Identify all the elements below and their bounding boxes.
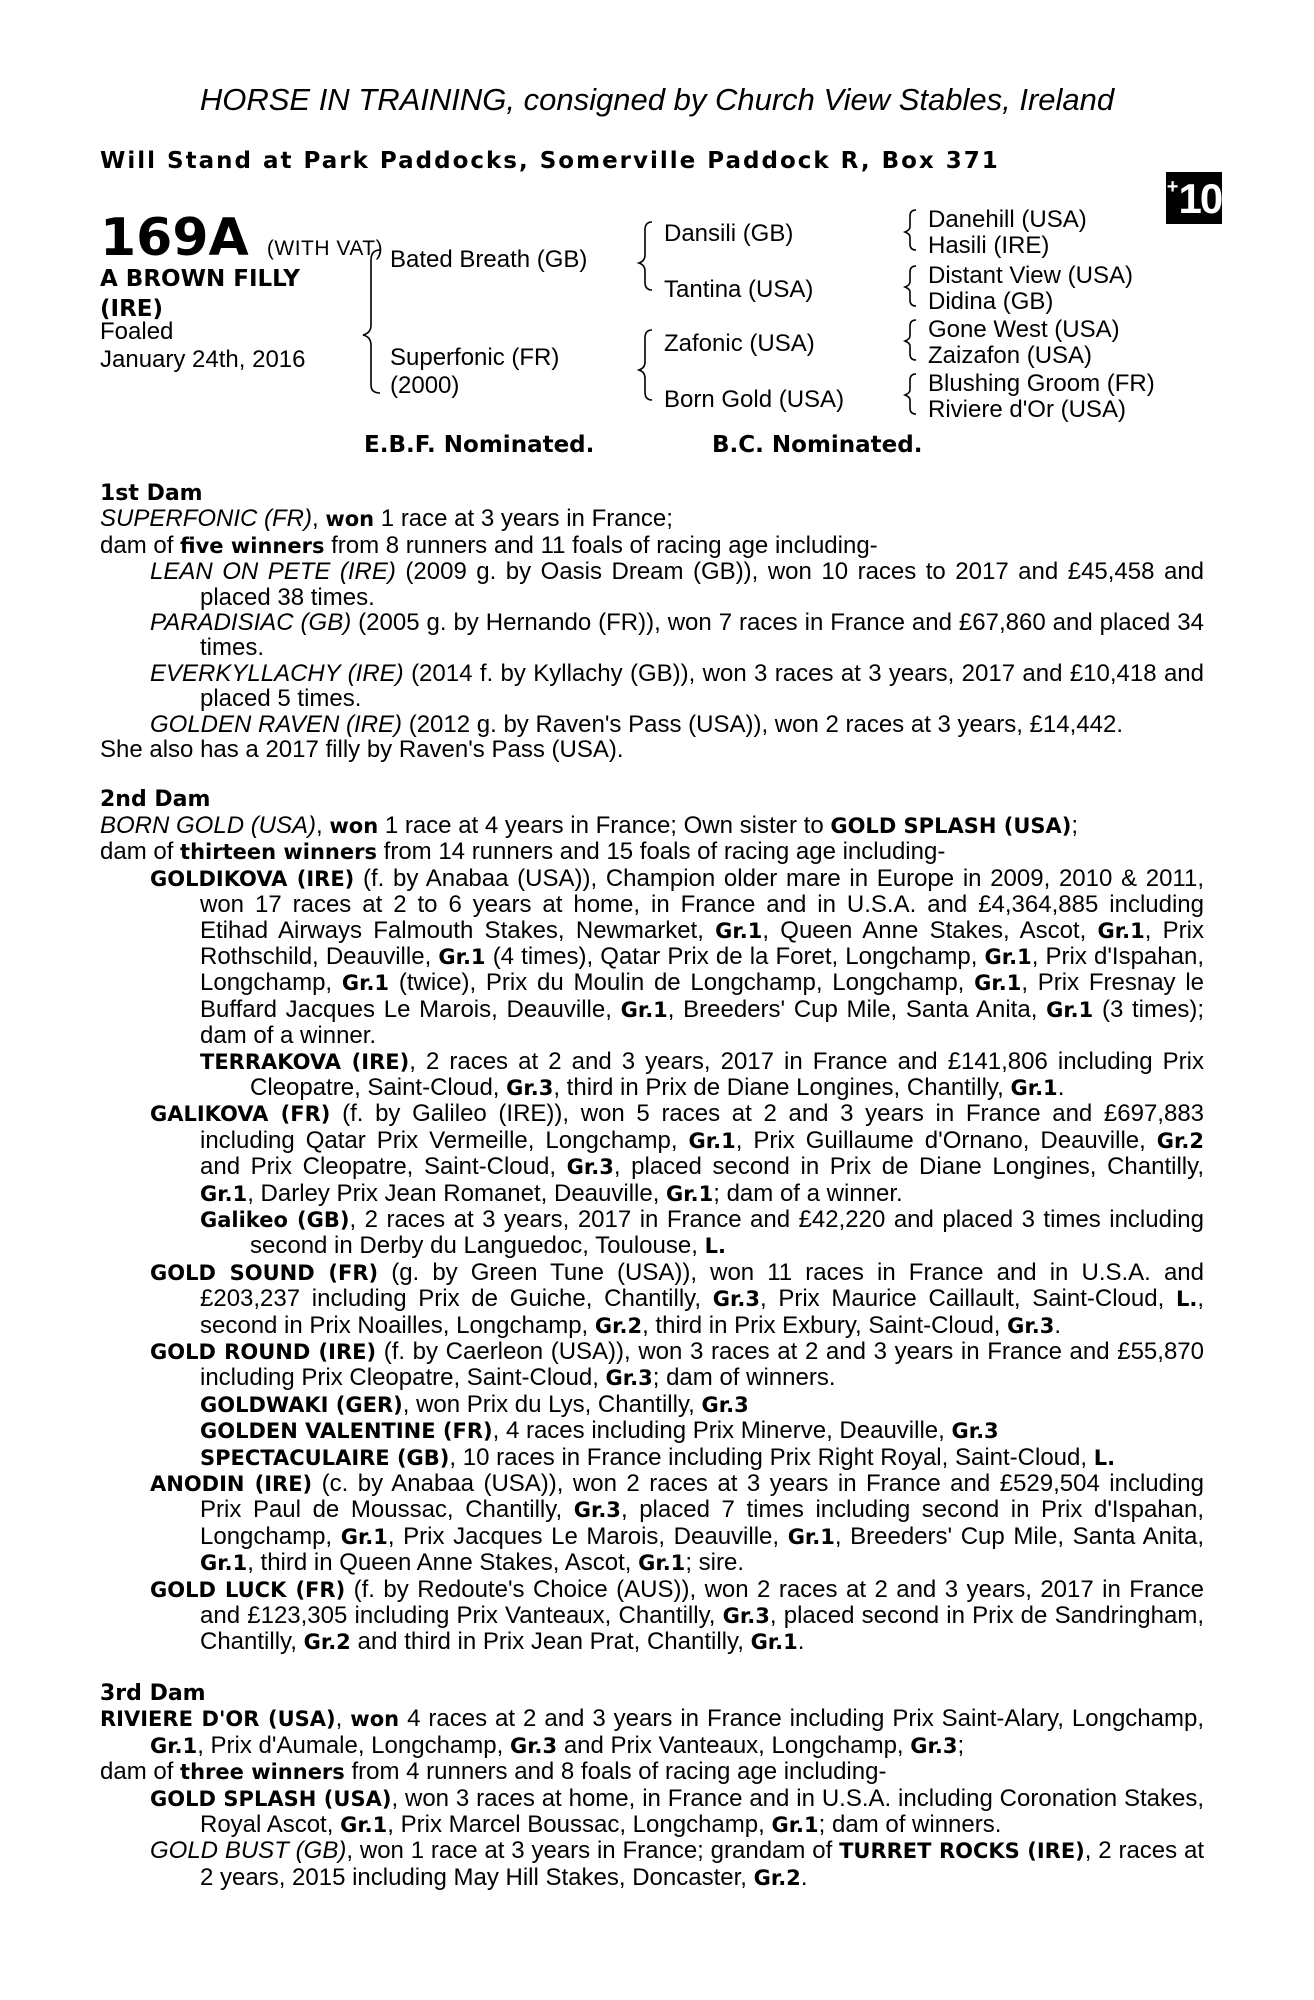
pedigree-sss: Danehill (USA) bbox=[928, 206, 1087, 233]
horse-anodin: ANODIN (IRE) bbox=[150, 1472, 313, 1497]
grade: Gr.1 bbox=[984, 944, 1032, 969]
pedigree-sire: Bated Breath (GB) bbox=[390, 246, 588, 273]
produce-details: (2009 g. by Oasis Dream (GB)), won 10 races to 2017 and £45,458 and placed 38 times. bbox=[200, 558, 1205, 611]
text: ; sire. bbox=[685, 1549, 744, 1577]
third-dam-won: won bbox=[350, 1707, 400, 1732]
horse-galikeo: Galikeo (GB) bbox=[200, 1207, 350, 1232]
text: (4 times), Qatar Prix de la Foret, Longchamp, bbox=[492, 942, 978, 970]
text: , Queen Anne Stakes, Ascot, bbox=[762, 916, 1087, 944]
text: . bbox=[1054, 1311, 1061, 1339]
produce-entry bbox=[100, 1838, 1204, 1891]
text: ; bbox=[957, 1731, 965, 1759]
pedigree-sdd: Didina (GB) bbox=[928, 288, 1054, 315]
first-dam-record-text: 1 race at 3 years in France; bbox=[380, 505, 673, 533]
brace-sire-dam bbox=[363, 250, 380, 393]
grade: Gr.1 bbox=[715, 918, 763, 943]
grade: Gr.1 bbox=[200, 1181, 248, 1206]
horse-goldikova: GOLDIKOVA (IRE) bbox=[150, 866, 355, 891]
foaled-date: January 24th, 2016 bbox=[100, 346, 306, 373]
second-dam-record-text: 1 race at 4 years in France; Own sister to bbox=[384, 811, 824, 839]
grade: Gr.1 bbox=[750, 1630, 798, 1655]
pedigree-sds: Distant View (USA) bbox=[928, 262, 1133, 289]
lot-description: A BROWN FILLY (IRE) bbox=[100, 266, 300, 322]
produce-entry bbox=[100, 1445, 1204, 1471]
text: (f. by Galileo (IRE)), won 5 races at 2 and 3 years in France and £697,883 including Qatar Prix Vermeille, Longchamp, bbox=[200, 1100, 1205, 1154]
second-dam-won: won bbox=[329, 813, 379, 838]
grade: Gr.3 bbox=[605, 1366, 653, 1391]
horse-golden-valentine: GOLDEN VALENTINE (FR) bbox=[200, 1419, 493, 1444]
brace-sd bbox=[905, 266, 916, 306]
pedigree-dd: Born Gold (USA) bbox=[664, 386, 845, 413]
pedigree-ssd: Hasili (IRE) bbox=[928, 232, 1050, 259]
punctuation: ; bbox=[1071, 811, 1079, 839]
grade: L. bbox=[1176, 1287, 1198, 1312]
produce-details: (2012 g. by Raven's Pass (USA)), won 2 races at 3 years, £14,442. bbox=[408, 710, 1123, 738]
grade: Gr.3 bbox=[951, 1419, 999, 1444]
produce-entry bbox=[100, 661, 1204, 712]
dam-of-label: dam of bbox=[100, 1758, 174, 1786]
horse-gold-sound: GOLD SOUND (FR) bbox=[150, 1260, 379, 1285]
grade: L. bbox=[704, 1234, 726, 1259]
horse-gold-luck: GOLD LUCK (FR) bbox=[150, 1577, 346, 1602]
ebf-nomination: E.B.F. Nominated. bbox=[364, 432, 595, 458]
produce-entry bbox=[100, 1049, 1204, 1102]
grade: Gr.1 bbox=[200, 1551, 248, 1576]
text: , Darley Prix Jean Romanet, Deauville, bbox=[247, 1179, 660, 1207]
dam-of-label: dam of bbox=[100, 531, 174, 559]
grade: Gr.2 bbox=[1156, 1128, 1204, 1153]
text: (3 times); dam of a winner. bbox=[200, 995, 1205, 1050]
horse-everkyllachy: EVERKYLLACHY (IRE) bbox=[150, 659, 404, 687]
grade: Gr.3 bbox=[566, 1155, 614, 1180]
grade: Gr.1 bbox=[620, 997, 668, 1022]
horse-gold-bust: GOLD BUST (GB) bbox=[150, 1837, 347, 1865]
second-dam-runners: from 14 runners and 15 foals of racing age including- bbox=[383, 838, 946, 866]
pedigree-ss: Dansili (GB) bbox=[664, 220, 794, 247]
text: , third in Prix de Diane Longines, Chantilly, bbox=[553, 1073, 1004, 1101]
produce-entry bbox=[100, 610, 1204, 661]
pedigree-dam: Superfonic (FR) bbox=[390, 344, 560, 371]
grade: Gr.2 bbox=[594, 1313, 643, 1338]
text: and third in Prix Jean Prat, Chantilly, bbox=[357, 1628, 744, 1656]
grade: Gr.3 bbox=[506, 1075, 554, 1100]
text: , third in Queen Anne Stakes, Ascot, bbox=[247, 1549, 632, 1577]
pedigree-dsd: Zaizafon (USA) bbox=[928, 342, 1093, 369]
brace-ss bbox=[905, 210, 916, 250]
text: . bbox=[797, 1628, 805, 1656]
grade: Gr.1 bbox=[771, 1812, 819, 1837]
produce-entry bbox=[100, 712, 1204, 737]
grade: Gr.1 bbox=[974, 971, 1022, 996]
stand-location: Will Stand at Park Paddocks, Somerville Paddock R, Box 371 bbox=[100, 148, 1000, 174]
horse-terrakova: TERRAKOVA (IRE) bbox=[200, 1049, 410, 1074]
horse-galikova: GALIKOVA (FR) bbox=[150, 1102, 331, 1127]
text: , won 3 races at home, in France and in U.S.A. including Coronation Stakes, Royal Ascot, bbox=[200, 1784, 1205, 1838]
brace-sire bbox=[639, 222, 652, 290]
lot-number-value: 169A bbox=[100, 208, 249, 268]
grade: Gr.2 bbox=[753, 1865, 801, 1890]
first-dam-name: SUPERFONIC (FR) bbox=[100, 505, 312, 533]
grade: Gr.1 bbox=[341, 971, 390, 996]
text: ; dam of a winner. bbox=[713, 1179, 903, 1207]
brace-dam bbox=[639, 330, 652, 400]
grade: Gr.1 bbox=[1097, 918, 1145, 943]
text: , 2 races at 3 years, 2017 in France and £42,220 and placed 3 times including second in Derby du Languedoc, Toulouse, bbox=[250, 1205, 1204, 1260]
text: , won Prix du Lys, Chantilly, bbox=[402, 1390, 695, 1418]
vat-note: (WITH VAT) bbox=[266, 237, 384, 260]
consignment-line: HORSE IN TRAINING, consigned by Church View Stables, Ireland bbox=[199, 82, 1115, 117]
second-dam-winners: thirteen winners bbox=[180, 840, 377, 865]
grade: Gr.3 bbox=[573, 1498, 621, 1523]
text: , placed 7 times including second in Prix d'Ispahan, Longchamp, bbox=[200, 1496, 1204, 1550]
second-dam-record: BORN GOLD (USA), won 1 race at 4 years in France; Own sister to GOLD SPLASH (USA); bbox=[100, 811, 1079, 839]
produce-entry bbox=[100, 1577, 1204, 1656]
text: , Prix Guillaume d'Ornano, Deauville, bbox=[735, 1126, 1146, 1154]
dam-of-label: dam of bbox=[100, 838, 174, 866]
bc-nomination: B.C. Nominated. bbox=[712, 432, 923, 458]
horse-spectaculaire: SPECTACULAIRE (GB) bbox=[200, 1445, 450, 1470]
grade: Gr.1 bbox=[340, 1524, 388, 1549]
grade: L. bbox=[1093, 1445, 1116, 1470]
horse-golden-raven: GOLDEN RAVEN (IRE) bbox=[150, 710, 403, 738]
first-dam-heading: 1st Dam bbox=[100, 481, 203, 506]
pedigree-ddd: Riviere d'Or (USA) bbox=[928, 396, 1126, 423]
grade: Gr.3 bbox=[509, 1733, 558, 1758]
text: , Prix d'Ispahan, Longchamp, bbox=[200, 942, 1204, 997]
grade: Gr.1 bbox=[787, 1524, 835, 1549]
text: (f. by Redoute's Choice (AUS)), won 2 races at 2 and 3 years, 2017 in France and £123,305 including Prix Vanteaux, Chantilly, bbox=[200, 1575, 1204, 1630]
horse-gold-round: GOLD ROUND (IRE) bbox=[150, 1340, 377, 1364]
first-dam-winners: five winners bbox=[180, 533, 325, 558]
grade: Gr.3 bbox=[701, 1392, 749, 1417]
grade: Gr.3 bbox=[1007, 1313, 1055, 1338]
text: ; dam of winners. bbox=[652, 1364, 836, 1392]
text: ; dam of winners. bbox=[818, 1810, 1002, 1838]
horse-gold-splash: GOLD SPLASH (USA) bbox=[150, 1786, 392, 1811]
foaled-label: Foaled bbox=[100, 318, 174, 345]
horse-goldwaki: GOLDWAKI (GER) bbox=[200, 1392, 403, 1417]
first-dam-record: SUPERFONIC (FR), won 1 race at 3 years in France; bbox=[100, 505, 673, 533]
text: (twice), Prix du Moulin de Longchamp, Longchamp, bbox=[398, 969, 965, 997]
text: , Prix Jacques Le Marois, Deauville, bbox=[387, 1522, 780, 1550]
pedigree-sd: Tantina (USA) bbox=[664, 276, 814, 303]
grade: Gr.1 bbox=[1046, 997, 1094, 1022]
produce-details: (2014 f. by Kyllachy (GB)), won 3 races at 3 years, 2017 and £10,418 and placed 5 times. bbox=[200, 659, 1204, 713]
text: , Prix d'Aumale, Longchamp, bbox=[197, 1731, 504, 1759]
horse-turret-rocks: TURRET ROCKS (IRE) bbox=[839, 1839, 1085, 1864]
first-dam-also: She also has a 2017 filly by Raven's Pass (USA). bbox=[100, 736, 624, 764]
text: , Prix Rothschild, Deauville, bbox=[200, 916, 1204, 970]
text: , Prix Marcel Boussac, Longchamp, bbox=[387, 1810, 765, 1838]
grade: Gr.1 bbox=[1010, 1075, 1058, 1100]
text: 4 races at 2 and 3 years in France including Prix Saint-Alary, Longchamp, bbox=[407, 1705, 1204, 1733]
text: , Prix Maurice Caillault, Saint-Cloud, bbox=[759, 1285, 1165, 1313]
text: , 10 races in France including Prix Right Royal, Saint-Cloud, bbox=[449, 1443, 1088, 1471]
catalogue-body bbox=[100, 481, 1204, 1891]
third-dam-record: RIVIERE D'OR (USA), won 4 races at 2 and 3 years in France including Prix Saint-Alary, Longchamp, Gr.1, Prix d'Aumale, Longchamp, Gr.3 and Prix Vanteaux, Longchamp, Gr.3; bbox=[100, 1705, 1204, 1759]
badge-plus: + bbox=[1166, 176, 1179, 198]
produce-entry bbox=[100, 1786, 1204, 1839]
pedigree-dam-year: (2000) bbox=[390, 372, 460, 399]
text: , second in Prix Noailles, Longchamp, bbox=[200, 1285, 1205, 1339]
horse-paradisiac: PARADISIAC (GB) bbox=[150, 609, 352, 637]
second-dam-produce-summary bbox=[100, 839, 1204, 865]
grade: Gr.3 bbox=[910, 1733, 958, 1758]
third-dam-runners: from 4 runners and 8 foals of racing age including- bbox=[351, 1758, 887, 1786]
text: (c. by Anabaa (USA)), won 2 races at 3 years in France and £529,504 including Prix Paul de Moussac, Chantilly, bbox=[200, 1470, 1205, 1524]
badge-number: 10 bbox=[1178, 175, 1222, 222]
text: , 2 races at 2 years, 2015 including May Hill Stakes, Doncaster, bbox=[200, 1837, 1204, 1891]
text: , Breeders' Cup Mile, Santa Anita, bbox=[834, 1522, 1205, 1550]
pedigree-dss: Gone West (USA) bbox=[928, 316, 1120, 343]
text: (f. by Caerleon (USA)), won 3 races at 2 and 3 years in France and £55,870 including Prix Cleopatre, Saint-Cloud, bbox=[200, 1338, 1204, 1392]
sister-gold-splash: GOLD SPLASH (USA) bbox=[830, 813, 1072, 838]
text: (f. by Anabaa (USA)), Champion older mare in Europe in 2009, 2010 & 2011, won 17 races at 2 to 6 years at home, in France and in U.S.A. and £4,364,885 including Etihad Airways Falmouth Stakes, Newmarket, bbox=[200, 864, 1205, 944]
third-dam-name: RIVIERE D'OR (USA) bbox=[100, 1707, 336, 1732]
grade: Gr.2 bbox=[303, 1630, 351, 1655]
horse-lean-on-pete: LEAN ON PETE (IRE) bbox=[150, 558, 396, 586]
third-dam-winners: three winners bbox=[180, 1760, 345, 1785]
text: , 4 races including Prix Minerve, Deauville, bbox=[492, 1417, 945, 1445]
text: , 2 races at 2 and 3 years, 2017 in France and £141,806 including Prix Cleopatre, Saint-Cloud, bbox=[250, 1047, 1205, 1101]
produce-entry bbox=[100, 1260, 1204, 1339]
first-dam-runners: from 8 runners and 11 foals of racing age including- bbox=[331, 531, 878, 559]
brace-dd bbox=[905, 374, 916, 414]
second-dam-heading: 2nd Dam bbox=[100, 787, 211, 813]
second-dam-name: BORN GOLD (USA) bbox=[100, 811, 317, 839]
grade: Gr.1 bbox=[638, 1551, 686, 1576]
grade: Gr.1 bbox=[438, 944, 486, 969]
produce-entry bbox=[100, 1207, 1204, 1260]
produce-entry bbox=[100, 559, 1204, 610]
produce-entry bbox=[100, 866, 1204, 1049]
text: (g. by Green Tune (USA)), won 11 races in France and in U.S.A. and £203,237 including Prix de Guiche, Chantilly, bbox=[200, 1258, 1204, 1313]
text: and Prix Vanteaux, Longchamp, bbox=[563, 1731, 904, 1759]
produce-entry bbox=[100, 1471, 1204, 1577]
grade: Gr.3 bbox=[712, 1287, 760, 1312]
grade: Gr.1 bbox=[150, 1733, 198, 1758]
produce-entry bbox=[100, 1392, 1204, 1418]
produce-entry bbox=[100, 1418, 1204, 1444]
produce-entry bbox=[100, 1101, 1204, 1207]
produce-entry bbox=[100, 1339, 1204, 1392]
first-dam-won: won bbox=[325, 507, 375, 532]
text: , placed second in Prix de Sandringham, Chantilly, bbox=[200, 1602, 1204, 1656]
text: . bbox=[800, 1863, 808, 1891]
pedigree-dds: Blushing Groom (FR) bbox=[928, 370, 1155, 397]
text: and Prix Cleopatre, Saint-Cloud, bbox=[200, 1153, 557, 1181]
text: , placed second in Prix de Diane Longines, Chantilly, bbox=[613, 1153, 1204, 1181]
produce-details: (2005 g. by Hernando (FR)), won 7 races in France and £67,860 and placed 34 times. bbox=[200, 609, 1204, 662]
grade: Gr.3 bbox=[722, 1604, 770, 1629]
text: . bbox=[1057, 1073, 1065, 1101]
grade: Gr.1 bbox=[340, 1812, 388, 1837]
text: , Breeders' Cup Mile, Santa Anita, bbox=[667, 995, 1038, 1023]
grade: Gr.1 bbox=[666, 1181, 714, 1206]
first-dam-produce-summary bbox=[100, 533, 1204, 559]
text: , third in Prix Exbury, Saint-Cloud, bbox=[642, 1311, 1001, 1339]
grade: Gr.1 bbox=[688, 1128, 736, 1153]
pedigree-ds: Zafonic (USA) bbox=[664, 330, 815, 357]
text: , won 1 race at 3 years in France; grandam of bbox=[346, 1837, 833, 1865]
brace-ds bbox=[905, 320, 916, 360]
text: , Prix Fresnay le Buffard Jacques Le Marois, Deauville, bbox=[200, 969, 1204, 1023]
third-dam-heading: 3rd Dam bbox=[100, 1680, 206, 1706]
third-dam-produce-summary bbox=[100, 1759, 1204, 1785]
